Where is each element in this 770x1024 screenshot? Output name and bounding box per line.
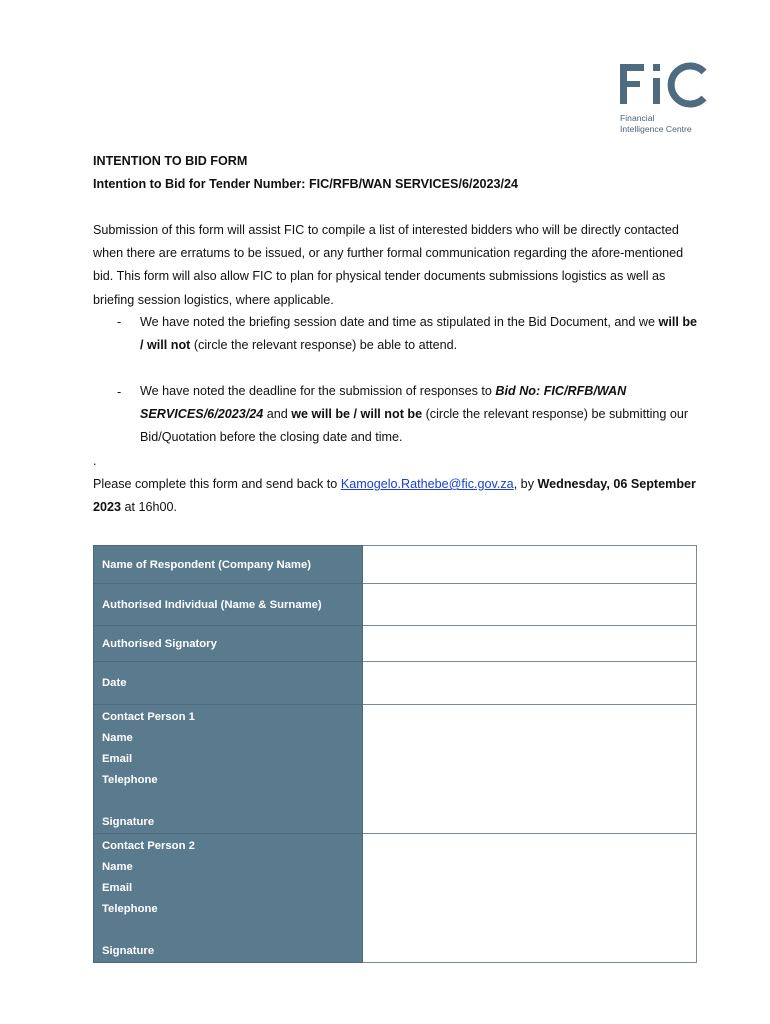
contact-person-1-field[interactable] — [363, 705, 697, 834]
bullet1-text-2: (circle the relevant response) be able to attend. — [190, 338, 458, 353]
spacer — [102, 791, 362, 812]
bullet2-text-2: and — [263, 407, 292, 422]
table-row — [94, 834, 697, 963]
bullet-marker: - — [117, 315, 122, 329]
form-title: INTENTION TO BID FORM — [93, 154, 248, 168]
authorised-signatory-label: Authorised Signatory — [94, 626, 363, 662]
stray-dot: . — [93, 454, 97, 468]
instruction-text-3: at 16h00. — [121, 500, 178, 515]
instruction-text-2: , by — [513, 477, 538, 491]
contact1-signature-label: Signature — [102, 816, 155, 828]
table-row — [94, 584, 697, 626]
bullet2-text-3: (circle the relevant response) be submitting our Bid/Quotation before the closing date and time. — [140, 407, 689, 445]
date-label: Date — [94, 662, 363, 705]
contact1-telephone-label: Telephone — [102, 774, 158, 786]
contact2-name-label: Name — [102, 861, 133, 873]
contact-person-2-field[interactable] — [363, 834, 697, 963]
logo-line2: Intelligence Centre — [620, 124, 692, 134]
form-subtitle: Intention to Bid for Tender Number: FIC/RFB/WAN SERVICES/6/2023/24 — [93, 177, 518, 191]
authorised-individual-label: Authorised Individual (Name & Surname) — [94, 584, 363, 626]
table-row — [94, 546, 697, 584]
spacer — [102, 920, 362, 941]
contact2-email-label: Email — [102, 882, 133, 894]
contact1-email-label: Email — [102, 753, 133, 765]
authorised-individual-field[interactable] — [363, 584, 697, 626]
respondent-table — [93, 545, 697, 963]
instruction-text-1: Please complete this form and send back to — [93, 477, 341, 491]
bullet1-text-1: We have noted the briefing session date and time as stipulated in the Bid Document, and we — [140, 315, 659, 329]
bullet-marker: - — [117, 385, 122, 399]
contact-person-2-label — [94, 834, 363, 963]
contact2-title: Contact Person 2 — [102, 840, 195, 852]
bullet2-bid-number: Bid No: FIC/RFB/WAN SERVICES/6/2023/24 — [140, 384, 627, 422]
bullet-briefing — [140, 311, 700, 357]
bullet1-bold: will be / will not — [140, 315, 698, 353]
email-link[interactable]: Kamogelo.Rathebe@fic.gov.za — [340, 477, 514, 491]
company-name-label: Name of Respondent (Company Name) — [94, 546, 363, 584]
contact2-signature-label: Signature — [102, 945, 155, 957]
logo-line1: Financial — [620, 113, 655, 123]
logo-subtitle — [620, 113, 692, 135]
instruction-paragraph — [93, 473, 703, 519]
table-row — [94, 626, 697, 662]
bullet2-bold: we will be / will not be — [291, 407, 423, 422]
deadline-date: Wednesday, 06 September 2023 — [93, 477, 696, 515]
intro-paragraph: Submission of this form will assist FIC to compile a list of interested bidders who will be directly contacted when there are erratums to be issued, or any further formal communication regarding the afore-mentioned bid. This form will also allow FIC to plan for physical tender documents submissions logistics as well as briefing session logistics, where applicable. — [93, 223, 684, 307]
contact-person-1-label — [94, 705, 363, 834]
table-row — [94, 662, 697, 705]
bullet2-text-1: We have noted the deadline for the submission of responses to — [140, 384, 496, 398]
authorised-signatory-field[interactable] — [363, 626, 697, 662]
contact1-name-label: Name — [102, 732, 133, 744]
company-name-field[interactable] — [363, 546, 697, 584]
table-row — [94, 705, 697, 834]
date-field[interactable] — [363, 662, 697, 705]
bullet-deadline — [140, 380, 700, 450]
contact1-title: Contact Person 1 — [102, 711, 195, 723]
contact2-telephone-label: Telephone — [102, 903, 158, 915]
